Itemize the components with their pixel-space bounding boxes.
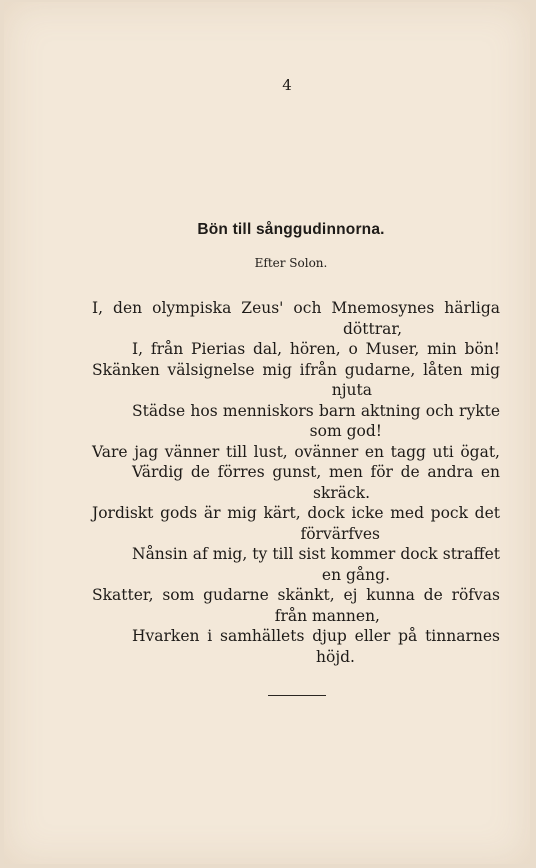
poem-line-continuation: förvärfves: [300, 524, 380, 543]
poem-line: I, från Pierias dal, hören, o Muser, min bön!: [132, 340, 500, 358]
section-divider: [268, 695, 326, 696]
poem-line: Vare jag vänner till lust, ovänner en tagg uti ögat,: [92, 442, 500, 461]
book-page: [4, 2, 530, 864]
poem-line-continuation: höjd.: [316, 647, 355, 666]
poem-line: Värdig de förres gunst, men för de andra en: [132, 463, 500, 481]
poem-line: I, den olympiska Zeus' och Mnemosynes härliga: [92, 299, 500, 317]
poem-line: Jordiskt gods är mig kärt, dock icke med pock det: [92, 504, 500, 522]
poem-line: Städse hos menniskors barn aktning och rykte: [132, 401, 500, 420]
poem-line-continuation: från mannen,: [274, 606, 380, 625]
poem-line: Skatter, som gudarne skänkt, ej kunna de röfvas: [92, 586, 500, 604]
poem-title: Bön till sånggudinnorna.: [197, 221, 385, 238]
poem-line-continuation: njuta: [331, 381, 372, 399]
poem-subtitle: Efter Solon.: [254, 256, 328, 270]
page-number: 4: [282, 76, 292, 94]
poem-line: Hvarken i samhällets djup eller på tinnarnes: [132, 627, 500, 645]
poem-line: Skänken välsignelse mig ifrån gudarne, låten mig: [92, 360, 500, 379]
poem-line: Nånsin af mig, ty till sist kommer dock straffet: [132, 545, 500, 563]
poem-body: [92, 298, 500, 667]
poem-line-continuation: skräck.: [313, 483, 370, 502]
poem-line-continuation: döttrar,: [343, 319, 402, 338]
poem-line-continuation: en gång.: [321, 565, 390, 584]
poem-line-continuation: som god!: [309, 422, 382, 440]
